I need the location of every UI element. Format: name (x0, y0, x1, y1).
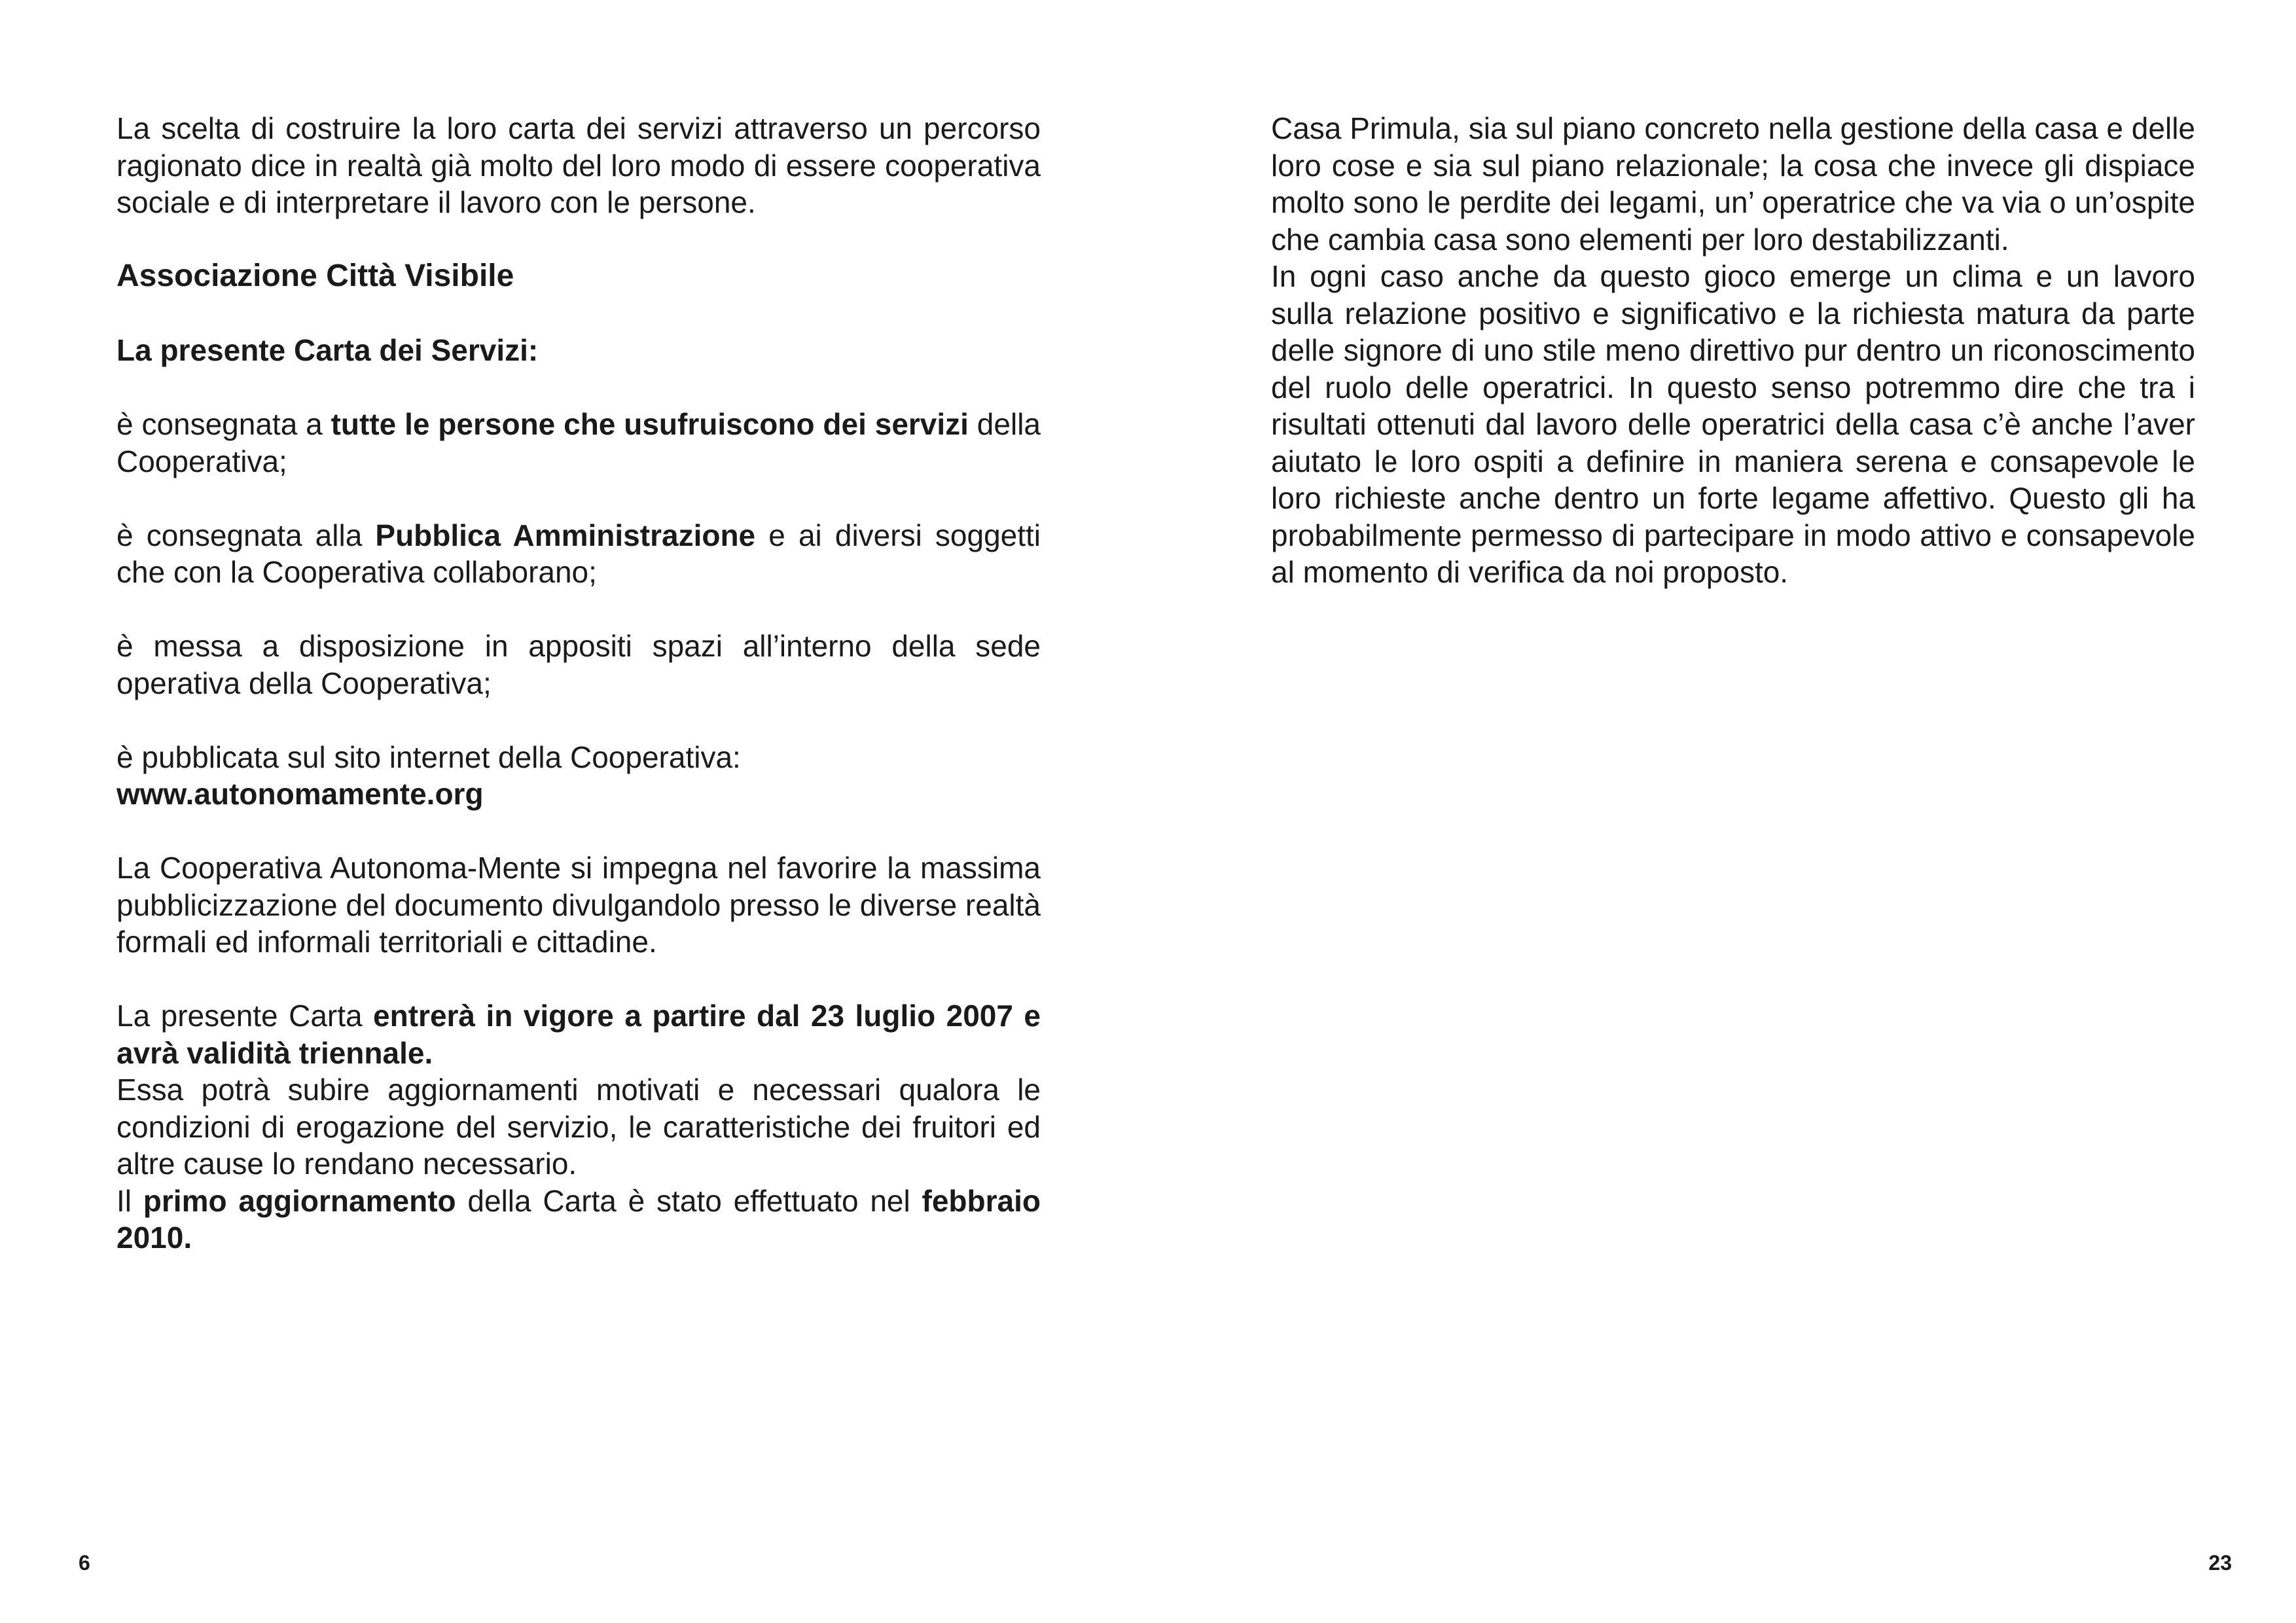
bold-segment: entrerà in vigore a partire dal 23 luglio 2007 e avrà validità triennale. (117, 999, 1041, 1070)
text-segment: è pubblicata sul sito internet della Cooperativa: (117, 740, 741, 774)
validity-paragraph (117, 997, 1041, 1071)
text-segment: della Cooperativa; (117, 407, 1041, 478)
bold-segment: tutte le persone che usufruiscono dei servizi (331, 407, 969, 441)
first-update-paragraph (117, 1183, 1041, 1257)
bold-segment: Pubblica Amministrazione (375, 518, 756, 552)
text-segment: e ai diversi soggetti che con la Cooperativa collaborano; (117, 518, 1041, 589)
bold-segment: febbraio 2010. (117, 1183, 1041, 1255)
text-segment: è consegnata a (117, 407, 331, 441)
list-item-delivery-users (117, 406, 1041, 480)
intro-paragraph: La scelta di costruire la loro carta dei servizi attraverso un percorso ragionato dice in realtà già molto del loro modo di essere cooperativa sociale e di interpretare il lavoro con le persone. (117, 111, 1041, 219)
section-heading: Associazione Città Visibile (117, 259, 514, 293)
text-segment: La presente Carta (117, 999, 374, 1033)
casa-primula-paragraph: Casa Primula, sia sul piano concreto nella gestione della casa e delle loro cose e sia sul piano relazionale; la cosa che invece gli dispiace molto sono le perdite dei legami, un’ operatrice che va via o un’ospite che cambia casa sono elementi per loro destabilizzanti. (1271, 111, 2195, 257)
bold-segment: primo aggiornamento (143, 1183, 456, 1218)
list-item-website (117, 739, 1041, 813)
text-segment: è consegnata alla (117, 518, 376, 552)
publicity-paragraph: La Cooperativa Autonoma-Mente si impegna nel favorire la massima pubblicizzazione del documento divulgandolo presso le diverse realtà formali ed informali territoriali e cittadine. (117, 851, 1041, 959)
website-url: www.autonomamente.org (117, 777, 484, 811)
page-number-right: 23 (2208, 1551, 2232, 1575)
text-segment: della Carta è stato effettuato nel (456, 1183, 922, 1218)
updates-paragraph: Essa potrà subire aggiornamenti motivati e necessari qualora le condizioni di erogazione del servizio, le caratteristiche dei fruitori ed altre cause lo rendano necessario. (117, 1073, 1041, 1181)
section-subheading: La presente Carta dei Servizi: (117, 333, 539, 367)
list-item-availability: è messa a disposizione in appositi spazi all’interno della sede operativa della Cooperativa; (117, 629, 1041, 700)
text-segment: Il (117, 1183, 143, 1218)
right-page-column (1271, 110, 2195, 591)
results-paragraph: In ogni caso anche da questo gioco emerge un clima e un lavoro sulla relazione positivo e significativo e la richiesta matura da parte delle signore di uno stile meno direttivo pur dentro un riconoscimento del ruolo delle operatrici. In questo senso potremmo dire che tra i risultati ottenuti dal lavoro delle operatrici della casa c’è anche l’aver aiutato le loro ospiti a definire in maniera serena e consapevole le loro richieste anche dentro un forte legame affettivo. Questo gli ha probabilmente permesso di partecipare in modo attivo e consapevole al momento di verifica da noi proposto. (1271, 259, 2195, 589)
page-number-left: 6 (79, 1551, 90, 1575)
left-page-column (117, 110, 1041, 1257)
list-item-delivery-administration (117, 517, 1041, 591)
